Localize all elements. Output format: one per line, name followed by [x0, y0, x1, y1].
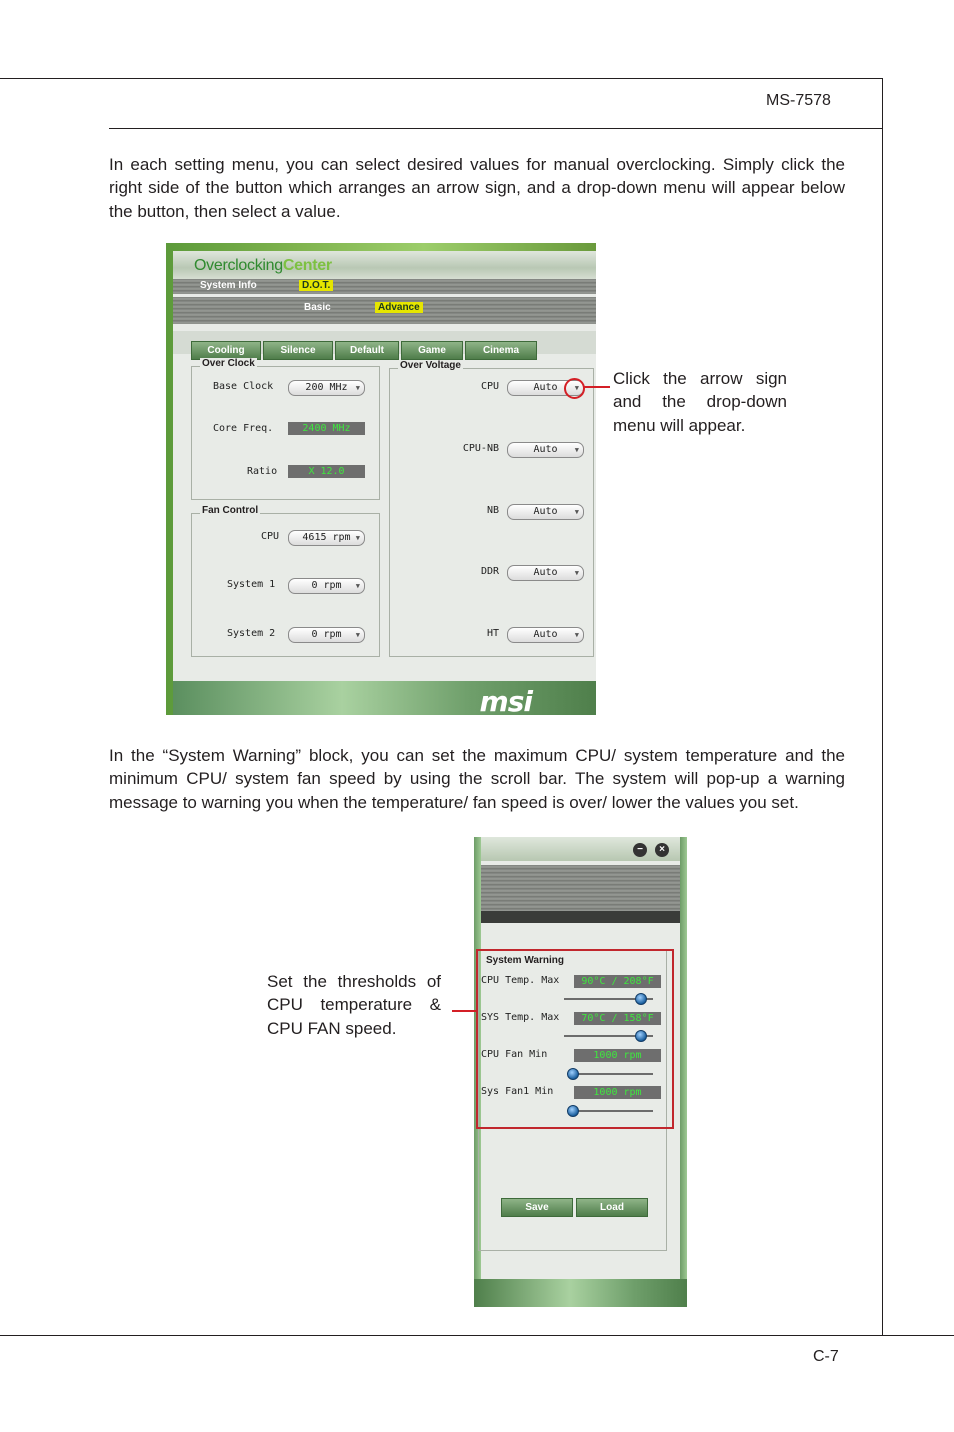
chevron-down-icon: ▼: [574, 446, 579, 454]
close-icon[interactable]: ×: [655, 843, 669, 857]
tab-game[interactable]: Game: [401, 341, 463, 360]
ov-ht-dropdown[interactable]: Auto ▼: [507, 627, 584, 643]
sys-fan-label: Sys Fan1 Min: [481, 1086, 554, 1097]
msi-logo: msi: [479, 685, 532, 715]
page-number: C-7: [813, 1348, 839, 1365]
model-number: MS-7578: [766, 92, 831, 109]
intro-paragraph: In each setting menu, you can select desired values for manual overclocking. Simply click the right side of the button which arranges an arrow sign, and a drop-down menu will appear below the button, then select a value.: [109, 155, 845, 221]
sw-right-edge: [680, 837, 687, 1307]
sys-fan-readout: 1000 rpm: [574, 1086, 661, 1099]
chevron-down-icon: ▼: [355, 631, 360, 639]
tab-cooling[interactable]: Cooling: [191, 341, 261, 360]
arrow-highlight-circle: [564, 378, 585, 399]
cpu-temp-label: CPU Temp. Max: [481, 975, 560, 986]
chevron-down-icon: ▼: [574, 508, 579, 516]
fan-system2-dropdown[interactable]: 0 rpm ▼: [288, 627, 365, 643]
system-warning-highlight-box: [476, 949, 674, 1129]
ov-nb-label: NB: [486, 505, 499, 516]
fan-system2-label: System 2: [227, 628, 276, 639]
top-rule: [0, 78, 883, 79]
oc-app-title: OverclockingCenter: [194, 257, 332, 274]
chevron-down-icon: ▼: [355, 384, 360, 392]
sw-metal-band: [474, 865, 687, 911]
right-margin-rule: [882, 78, 883, 1336]
callout-2-leader-line: [452, 1010, 476, 1012]
ov-cpunb-dropdown[interactable]: Auto ▼: [507, 442, 584, 458]
ratio-readout: X 12.0: [288, 465, 365, 478]
overclocking-center-screenshot: [166, 243, 596, 715]
footer-rule: [0, 1335, 954, 1336]
sys-temp-label: SYS Temp. Max: [481, 1012, 560, 1023]
nav-system-info[interactable]: System Info: [200, 280, 257, 291]
nav-basic[interactable]: Basic: [304, 302, 331, 313]
cpu-fan-readout: 1000 rpm: [574, 1049, 661, 1062]
chevron-down-icon: ▼: [355, 534, 360, 542]
cpu-fan-label: CPU Fan Min: [481, 1049, 548, 1060]
minimize-icon[interactable]: −: [633, 843, 647, 857]
fan-cpu-dropdown[interactable]: 4615 rpm ▼: [288, 530, 365, 546]
ov-cpu-dropdown[interactable]: Auto ▼: [507, 380, 584, 396]
fan-control-title: Fan Control: [202, 505, 259, 516]
sys-temp-readout: 70°C / 158°F: [574, 1012, 661, 1025]
ov-cpunb-label: CPU-NB: [462, 443, 499, 454]
header-rule: [109, 128, 883, 129]
oc-window: [173, 251, 596, 715]
base-clock-label: Base Clock: [213, 381, 274, 392]
chevron-down-icon: ▼: [574, 631, 579, 639]
oc-bottom-bar: [173, 681, 596, 715]
system-warning-title: System Warning: [486, 955, 564, 966]
sw-metal-band-2: [474, 911, 687, 923]
over-voltage-title: Over Voltage: [400, 360, 461, 371]
chevron-down-icon: ▼: [355, 582, 360, 590]
callout-1: Click the arrow sign and the drop-down menu will appear.: [613, 369, 787, 435]
core-freq-label: Core Freq.: [213, 423, 274, 434]
ov-ddr-label: DDR: [480, 566, 499, 577]
callout-1-leader-line: [583, 386, 610, 388]
ov-ht-label: HT: [486, 628, 499, 639]
tab-silence[interactable]: Silence: [263, 341, 333, 360]
sw-bottom-strip: [474, 1279, 687, 1307]
over-clock-title: Over Clock: [202, 358, 255, 369]
callout-2: Set the thresholds of CPU temperature & CPU FAN speed.: [267, 972, 441, 1038]
fan-system1-label: System 1: [227, 579, 276, 590]
base-clock-dropdown[interactable]: 200 MHz ▼: [288, 380, 365, 396]
ratio-label: Ratio: [247, 466, 278, 477]
ov-nb-dropdown[interactable]: Auto ▼: [507, 504, 584, 520]
save-button[interactable]: Save: [501, 1198, 573, 1217]
chevron-down-icon: ▼: [574, 569, 579, 577]
ov-cpu-label: CPU: [480, 381, 499, 392]
tab-cinema[interactable]: Cinema: [465, 341, 537, 360]
cpu-temp-readout: 90°C / 208°F: [574, 975, 661, 988]
nav-advance[interactable]: Advance: [375, 302, 423, 313]
load-button[interactable]: Load: [576, 1198, 648, 1217]
nav-dot[interactable]: D.O.T.: [299, 280, 333, 291]
chevron-down-icon: ▼: [574, 384, 579, 392]
system-warning-paragraph: In the “System Warning” block, you can set the maximum CPU/ system temperature and the minimum CPU/ system fan speed by using the scroll bar. The system will pop-up a warning message to warning you when the temperature/ fan speed is over/ lower the values you set.: [109, 746, 845, 812]
fan-system1-dropdown[interactable]: 0 rpm ▼: [288, 578, 365, 594]
ov-ddr-dropdown[interactable]: Auto ▼: [507, 565, 584, 581]
core-freq-readout: 2400 MHz: [288, 422, 365, 435]
fan-cpu-label: CPU: [261, 531, 280, 542]
tab-default[interactable]: Default: [335, 341, 399, 360]
